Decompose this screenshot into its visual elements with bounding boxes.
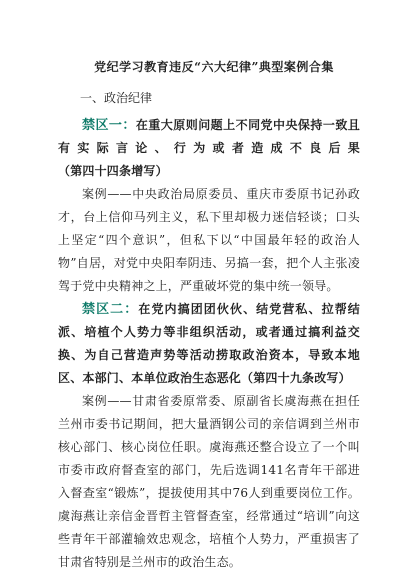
- zone-2-label: 禁区二：: [82, 302, 139, 317]
- case-2-paragraph: 案例——甘肃省委原常委、原副省长虞海燕在担任兰州市委书记期间，把大量酒钢公司的亲信调到兰州市核心部门、核心岗位任职。虞海燕还整合设立了一个叫市委市政府督查室的部门，先后选调141名青年干部进入督查室“锻炼”，提拔使用其中76人到重要岗位工作。虞海燕让亲信金晋哲主管督查室，经常通过“培训”向这些青年干部灌输效忠观念，培植个人势力，严重损害了甘肃省特别是兰州市的政治生态。: [58, 394, 360, 569]
- zone-1-text: 在重大原则问题上不同党中央保持一致且有实际言论、行为或者造成不良后果: [58, 118, 360, 155]
- zone-2-note: （第四十九条改写）: [241, 371, 351, 385]
- zone-1-paragraph: [58, 114, 360, 183]
- zone-1-label: 禁区一：: [82, 118, 136, 133]
- document-title: 党纪学习教育违反“六大纪律”典型案例合集: [94, 60, 334, 74]
- case-1-paragraph: 案例——中央政治局原委员、重庆市委原书记孙政才，台上信仰马列主义，私下里却极力迷信轻谈；口头上坚定“四个意识”，但私下以“中国最年轻的政治人物”自居，对党中央阳奉阴违、另搞一套，把个人主张凌驾于党中央精神之上，严重破坏党的集中统一领导。: [58, 187, 360, 293]
- section-heading-political-discipline: 一、政治纪律: [80, 91, 153, 105]
- zone-2-paragraph: [58, 298, 360, 390]
- zone-2-text: 在党内搞团团伙伙、结党营私、拉帮结派、培植个人势力等非组织活动，或者通过搞利益交换、为自己营造声势等活动捞取政治资本，导致本地区、本部门、本单位政治生态恶化: [58, 302, 360, 385]
- zone-1-note: （第四十四条增写）: [58, 164, 168, 178]
